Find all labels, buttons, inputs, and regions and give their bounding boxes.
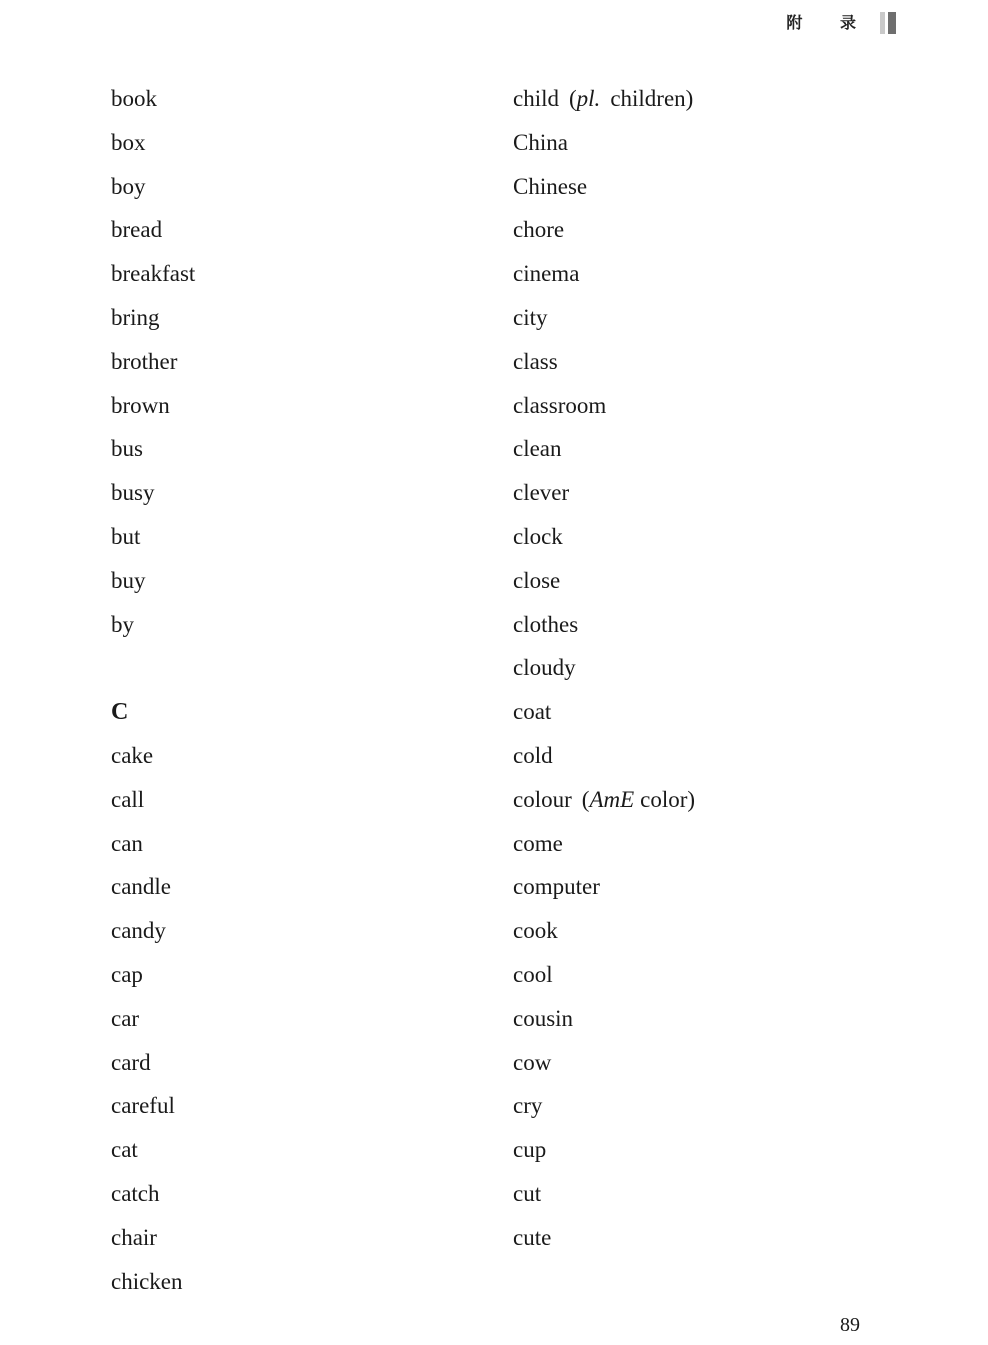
word-entry: cap <box>111 961 143 987</box>
word-entry: coat <box>513 699 552 725</box>
headword: colour <box>513 786 572 812</box>
word-entry: cake <box>111 742 154 768</box>
variant-spelling: color) <box>640 786 696 812</box>
word-entry: catch <box>111 1180 160 1206</box>
word-entry: candle <box>111 874 172 900</box>
word-entry-colour <box>513 781 695 825</box>
word-entry: cook <box>513 918 558 944</box>
word-entry: China <box>513 129 568 155</box>
word-entry: Chinese <box>513 173 588 199</box>
word-entry: cow <box>513 1049 552 1075</box>
word-entry: clean <box>513 436 562 462</box>
word-entry: boy <box>111 173 146 199</box>
right-word-column <box>513 80 695 1263</box>
word-entry-child <box>513 80 695 124</box>
word-entry: bring <box>111 304 160 330</box>
word-entry: but <box>111 523 141 549</box>
word-entry: can <box>111 830 143 856</box>
word-entry: bread <box>111 217 163 243</box>
word-entry: chicken <box>111 1268 183 1294</box>
word-entry: cat <box>111 1137 138 1163</box>
open-paren: ( <box>569 86 577 111</box>
plural-form: children) <box>610 86 694 111</box>
word-entry: cinema <box>513 261 580 287</box>
word-entry: class <box>513 348 558 374</box>
word-entry: chore <box>513 217 565 243</box>
headword: child <box>513 86 559 111</box>
word-entry: careful <box>111 1093 175 1119</box>
word-entry: by <box>111 611 134 637</box>
word-entry: chair <box>111 1224 157 1250</box>
word-entry: breakfast <box>111 261 196 287</box>
word-entry: busy <box>111 480 155 506</box>
word-entry: call <box>111 786 145 812</box>
word-entry: cousin <box>513 1005 574 1031</box>
word-entry: clock <box>513 523 563 549</box>
header-bar-decoration <box>880 12 896 34</box>
letter-heading-c: C <box>111 699 129 726</box>
word-entry: book <box>111 86 157 111</box>
abbreviation-pl: pl. <box>576 86 601 111</box>
word-entry: candy <box>111 918 166 944</box>
word-entry: cut <box>513 1180 542 1206</box>
word-entry: city <box>513 304 548 330</box>
header-bar-light <box>880 12 885 34</box>
running-header <box>786 10 896 36</box>
word-entry: cry <box>513 1093 543 1119</box>
word-entry: brown <box>111 392 170 418</box>
word-entry: cute <box>513 1224 552 1250</box>
page-number: 89 <box>840 1314 860 1336</box>
section-title: 附 录 <box>786 13 872 32</box>
word-entry: computer <box>513 874 600 900</box>
word-entry: classroom <box>513 392 607 418</box>
word-entry: cold <box>513 742 553 768</box>
word-entry: clothes <box>513 611 579 637</box>
word-entry: box <box>111 129 146 155</box>
word-entry: cloudy <box>513 655 576 681</box>
word-entry: come <box>513 830 563 856</box>
word-entry: close <box>513 567 561 593</box>
abbreviation-ame: AmE <box>589 786 635 812</box>
word-entry: car <box>111 1005 140 1031</box>
word-entry: brother <box>111 348 178 374</box>
section-spacer <box>111 649 195 693</box>
header-bar-dark <box>888 12 896 34</box>
open-paren: ( <box>581 786 590 812</box>
word-entry: card <box>111 1049 151 1075</box>
word-entry: bus <box>111 436 143 462</box>
word-entry: cup <box>513 1137 547 1163</box>
word-entry: buy <box>111 567 146 593</box>
word-entry: cool <box>513 961 553 987</box>
left-word-column <box>111 80 195 1306</box>
word-entry: clever <box>513 480 570 506</box>
